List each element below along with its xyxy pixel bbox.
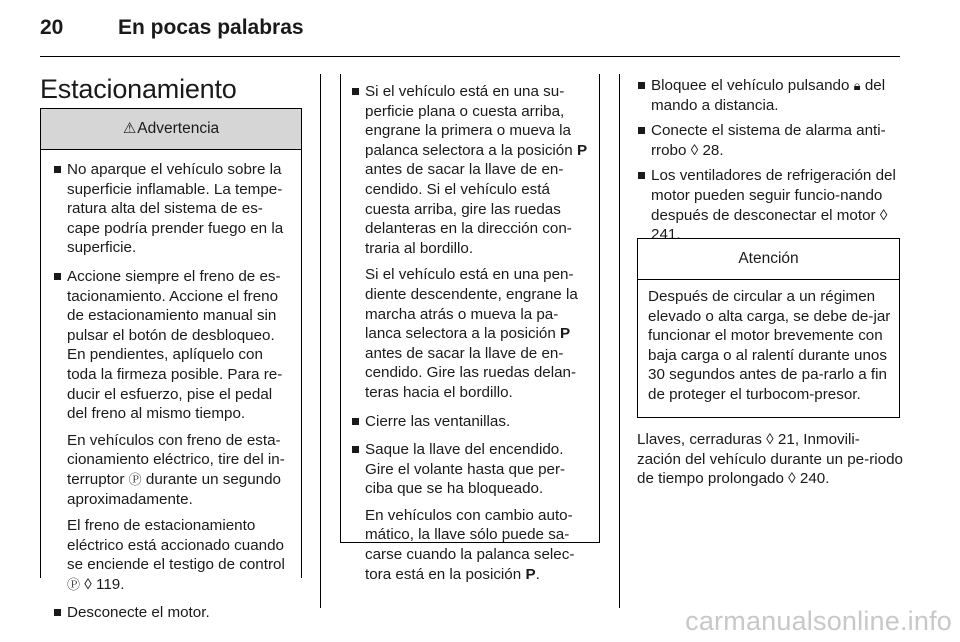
list-item: Accione siempre el freno de es-tacionamiento. Accione el freno de estacionamiento manual sin pulsar el botón de desbloqueo. En pendientes, aplíquelo con toda la firmeza posible. Para re-ducir el esfuerzo, pise el pedal del freno al mismo tiempo. En vehículos con freno de esta-cionamiento eléctrico, tire del in-terruptor Ⓟ durante un segundo aproximadamente. El freno de estacionamiento eléctrico está accionado cuando se enciende el testigo de control Ⓟ ◊ 119. [53,267,294,595]
column-divider-1 [320,74,321,608]
list-item: Cierre las ventanillas. [351,412,591,432]
parking-brake-switch-icon: Ⓟ [128,471,142,487]
page-ref-arrow-icon: ◊ [766,431,774,448]
page-number: 20 [40,16,64,39]
warning-header [41,109,301,150]
list-item: Saque la llave del encendido. Gire el volante hasta que per-ciba que se ha bloqueado. En vehículos con cambio auto-mático, la llave sólo puede sa-carse cuando la palanca selec-tora está en la posición P. [351,440,591,584]
list-item: Desconecte el motor. [53,603,294,623]
list-item: No aparque el vehículo sobre la superficie inflamable. La tempe-ratura alta del sistema de es-cape podría prender fuego en la superficie. [53,160,294,258]
warning-title: Advertencia [137,120,220,137]
page-ref-arrow-icon: ◊ [690,141,699,159]
section-title: Estacionamiento [40,74,237,104]
list-item: Los ventiladores de refrigeración del motor pueden seguir funcio-nando después de desconectar el motor ◊ 241. [637,166,903,244]
list-item: Si el vehículo está en una su-perficie plana o cuesta arriba, engrane la primera o mueva la palanca selectora a la posición P antes de sacar la llave de en-cendido. Si el vehículo está cuesta arriba, gire las ruedas delanteras en la dirección con-traria al bordillo. Si el vehículo está en una pen-diente descendente, engrane la marcha atrás o mueva la pa-lanca selectora a la posición P antes de sacar la llave de en-cendido. Gire las ruedas delan-teras hacia el bordillo. [351,82,591,403]
list-item: Bloquee el vehículo pulsando 🔒︎ del mando a distancia. [637,76,903,115]
attention-title: Atención [638,239,899,280]
warning-triangle-icon: ⚠ [122,120,137,137]
page-header [40,14,900,57]
page-ref-arrow-icon: ◊ [879,206,888,224]
attention-body: Después de circular a un régimen elevado o alta carga, se debe de-jar funcionar el motor brevemente con baja carga o al ralentí durante unos 30 segundos antes de pa-rarlo a fin de proteger el turbocom-presor. [648,288,891,403]
page-ref-arrow-icon: ◊ [84,575,92,593]
right-column [637,76,903,254]
lock-icon: 🔒︎ [853,78,861,93]
warning-box [40,108,302,622]
chapter-title: En pocas palabras [118,16,304,39]
page-ref-arrow-icon: ◊ [788,470,796,488]
list-item: Conecte el sistema de alarma anti-rrobo ◊ 28. [637,121,903,160]
cross-reference-text: Llaves, cerraduras ◊ 21, Inmovili-zación del vehículo durante un pe-riodo de tiempo prolongado ◊ 240. [637,431,903,488]
parking-brake-warning-icon: Ⓟ [67,576,81,592]
middle-column-box [340,74,600,583]
attention-box [637,238,900,418]
column-divider-2 [619,74,620,608]
watermark: carmanualsonline.info [685,606,952,636]
